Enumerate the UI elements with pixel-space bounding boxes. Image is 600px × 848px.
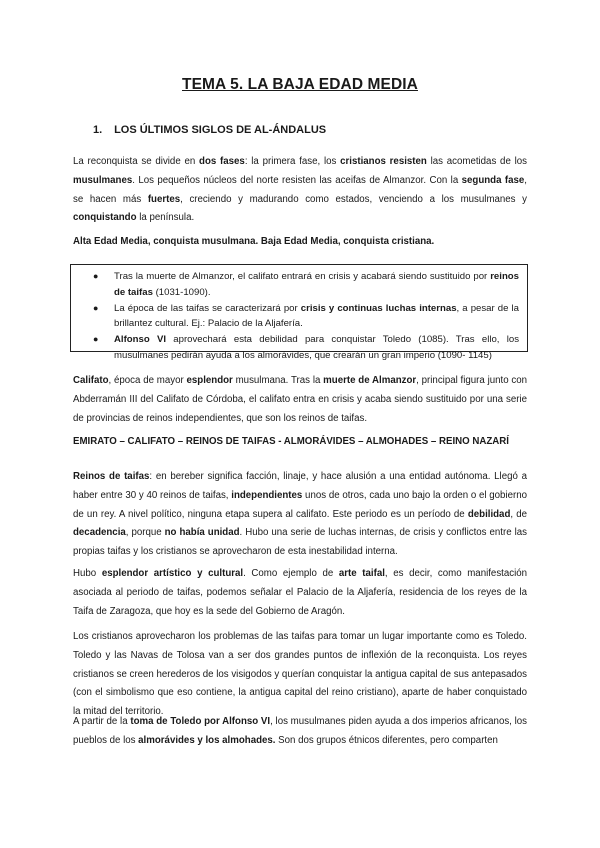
page-title: TEMA 5. LA BAJA EDAD MEDIA [182, 76, 418, 93]
paragraph-reinos-taifas: Reinos de taifas: en bereber significa facción, linaje, y hace alusión a una entidad autónoma. Llegó a haber entre 30 y 40 reinos de taifas, independientes unos de otros, cada uno bajo la orden o el gobierno de un rey. A nivel político, ninguna etapa supera al califato. Este periodo es un período de debilidad, de decadencia, porque no había unidad. Hubo una serie de luchas internas, de crisis y conflictos entre las propias taifas y los cristianos se aprovecharon de esta inestabilidad interna. [73, 471, 527, 558]
bullet-icon: ● [93, 302, 99, 313]
list-item: ● Tras la muerte de Almanzor, el califato entrará en crisis y acabará siendo sustituido por reinos de taifas (1031-1090). [93, 271, 519, 298]
section-title: LOS ÚLTIMOS SIGLOS DE AL-ÁNDALUS [114, 124, 327, 136]
periods-heading: EMIRATO – CALIFATO – REINOS DE TAIFAS - ALMORÁVIDES – ALMOHADES – REINO NAZARÍ [73, 436, 509, 447]
paragraph-arte-taifal: Hubo esplendor artístico y cultural. Como ejemplo de arte taifal, es decir, como manifestación asociada al periodo de taifas, podemos señalar el Palacio de la Aljafería, residencia de los reyes de la Taifa de Zaragoza, que hoy es la sede del Gobierno de Aragón. [73, 568, 528, 617]
bullet-icon: ● [93, 334, 99, 345]
list-item: ● La época de las taifas se caracterizará por crisis y continuas luchas internas, a pesar de la brillantez cultural. Ej.: Palacio de la Aljafería. [93, 302, 520, 330]
summary-box [70, 264, 528, 361]
list-item: ● Alfonso VI aprovechará esta debilidad para conquistar Toledo (1085). Tras ello, los musulmanes pedirán ayuda a los almorávides, que crearán un gran imperio (1090- 1145) [93, 334, 519, 361]
paragraph-edad-media-summary: Alta Edad Media, conquista musulmana. Baja Edad Media, conquista cristiana. [73, 236, 435, 247]
paragraph-almoravides: A partir de la toma de Toledo por Alfonso VI, los musulmanes piden ayuda a dos imperios africanos, los pueblos de los almorávides y los almohades. Son dos grupos étnicos diferentes, pero comparten [73, 716, 528, 746]
section-heading [93, 124, 326, 136]
section-number: 1. [93, 124, 103, 136]
paragraph-califato: Califato, época de mayor esplendor musulmana. Tras la muerte de Almanzor, principal figura junto con Abderramán III del Califato de Córdoba, el califato entra en crisis y acaba siendo sustituido por una serie de provincias de reinos independientes, que son los reinos de taifas. [73, 375, 527, 424]
summary-list [71, 265, 527, 364]
paragraph-reconquista: La reconquista se divide en dos fases: la primera fase, los cristianos resisten las acometidas de los musulmanes. Los pequeños núcleos del norte resisten las aceifas de Almanzor. Con la segunda fase, se hacen más fuertes, creciendo y madurando como estados, venciendo a los musulmanes y conquistando la península. [73, 156, 527, 224]
bullet-icon: ● [93, 271, 99, 281]
paragraph-toledo: Los cristianos aprovecharon los problemas de las taifas para tomar un lugar importante como es Toledo. Toledo y las Navas de Tolosa van a ser dos grandes puntos de inflexión de la reconquista. Los reyes cristianos se creen herederos de los visigodos y querían conquistar la antigua capital de sus antepasados (con el simbolismo que eso contiene, la antigua capital del reino cristiano), aparte de haber conquistado la mitad del territorio. [73, 631, 527, 718]
